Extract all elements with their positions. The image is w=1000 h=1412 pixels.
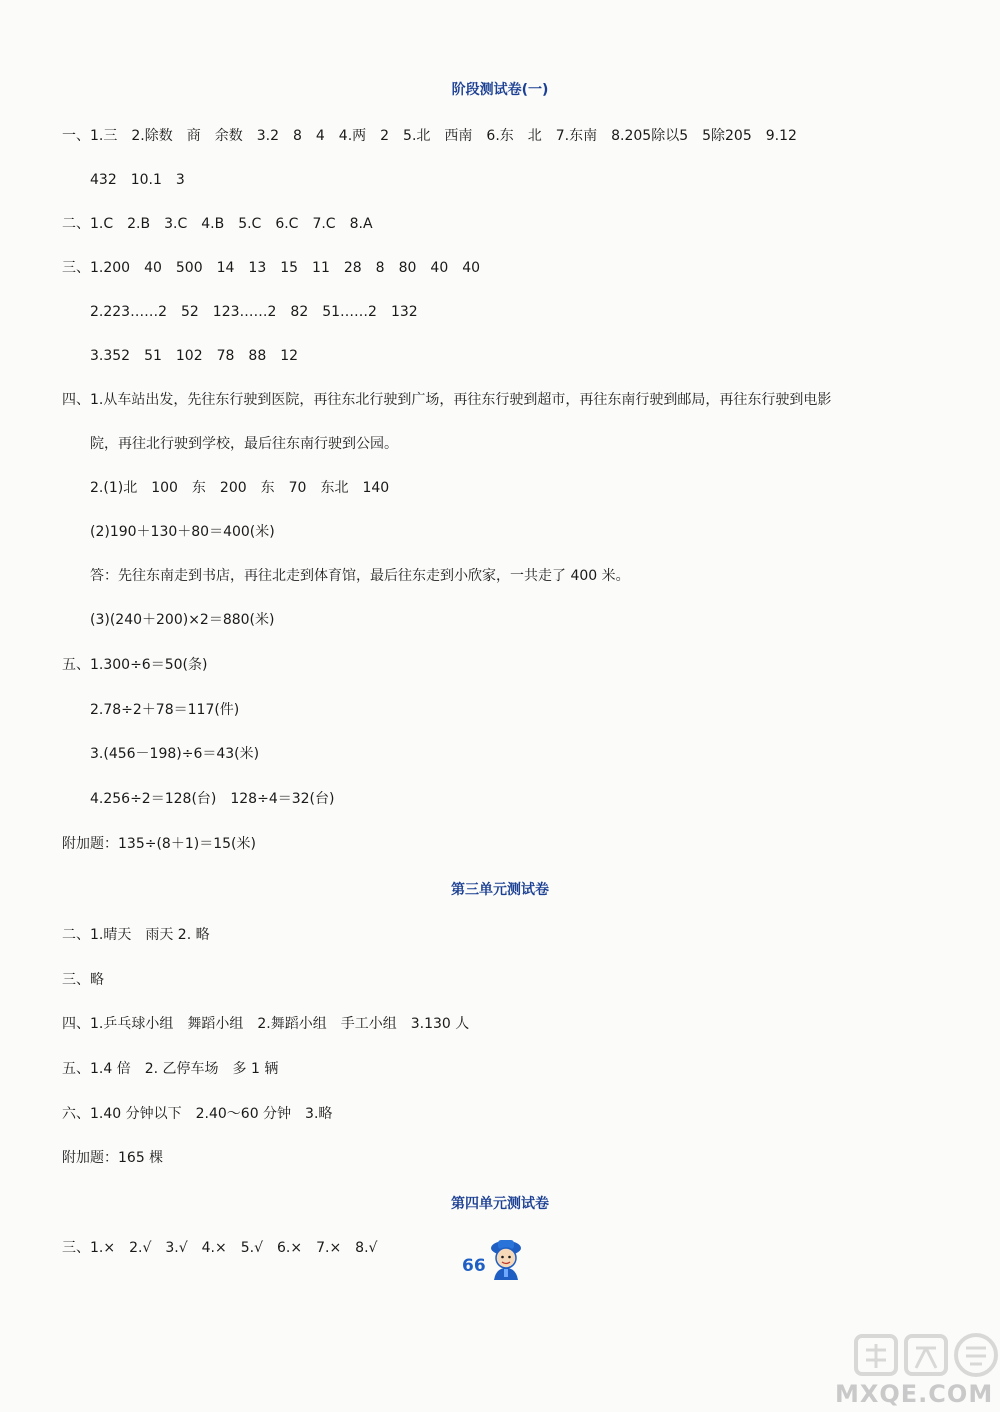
- answer-line: 六、1.40 分钟以下 2.40～60 分钟 3.略: [62, 1106, 333, 1122]
- answer-line: 三、略: [62, 972, 104, 988]
- answer-line: 三、1.200 40 500 14 13 15 11 28 8 80 40 40: [62, 260, 481, 276]
- answer-line: 附加题：165 棵: [62, 1150, 164, 1166]
- cartoon-kid-icon: [486, 1236, 526, 1286]
- page-number: 66: [462, 1256, 486, 1276]
- answer-line: 二、1.晴天 雨天 2. 略: [62, 927, 210, 943]
- answer-line: 一、1.三 2.除数 商 余数 3.2 8 4 4.两 2 5.北 西南 6.东 北 7.东南 8.205除以5 5除205 9.12: [62, 128, 797, 144]
- answer-line: 2.223……2 52 123……2 82 51……2 132: [90, 304, 418, 320]
- answer-line: 二、1.C 2.B 3.C 4.B 5.C 6.C 7.C 8.A: [62, 216, 373, 232]
- answer-line: 五、1.300÷6＝50(条): [62, 657, 208, 673]
- answer-line: 答：先往东南走到书店，再往北走到体育馆，最后往东走到小欣家，一共走了 400 米。: [90, 568, 630, 584]
- section-title-unit-4: 第四单元测试卷: [451, 1196, 549, 1212]
- answer-line: 432 10.1 3: [90, 172, 185, 188]
- answer-line: 五、1.4 倍 2. 乙停车场 多 1 辆: [62, 1061, 279, 1077]
- answer-line: 3.352 51 102 78 88 12: [90, 348, 299, 364]
- answer-line: (3)(240＋200)×2＝880(米): [90, 612, 275, 628]
- answer-line: 3.(456－198)÷6＝43(米): [90, 746, 260, 762]
- section-title-stage-test-1: 阶段测试卷(一): [451, 82, 549, 98]
- answer-line: 三、1.× 2.√ 3.√ 4.× 5.√ 6.× 7.× 8.√: [62, 1240, 378, 1256]
- answer-line: 4.256÷2＝128(台) 128÷4＝32(台): [90, 791, 335, 807]
- answer-line: 院，再往北行驶到学校，最后往东南行驶到公园。: [90, 436, 398, 452]
- answer-line: 四、1.乒乓球小组 舞蹈小组 2.舞蹈小组 手工小组 3.130 人: [62, 1016, 470, 1032]
- answer-watermark-icon: [852, 1330, 1000, 1384]
- answer-line: 附加题：135÷(8＋1)＝15(米): [62, 836, 256, 852]
- section-title-unit-3: 第三单元测试卷: [451, 882, 549, 898]
- answer-line: 2.(1)北 100 东 200 东 70 东北 140: [90, 480, 390, 496]
- watermark-text: MXQE.COM: [835, 1380, 994, 1408]
- answer-line: 四、1.从车站出发，先往东行驶到医院，再往东北行驶到广场，再往东行驶到超市，再往东南行驶到邮局，再往东行驶到电影: [62, 392, 832, 408]
- answer-line: 2.78÷2＋78＝117(件): [90, 702, 240, 718]
- answer-line: (2)190＋130＋80＝400(米): [90, 524, 275, 540]
